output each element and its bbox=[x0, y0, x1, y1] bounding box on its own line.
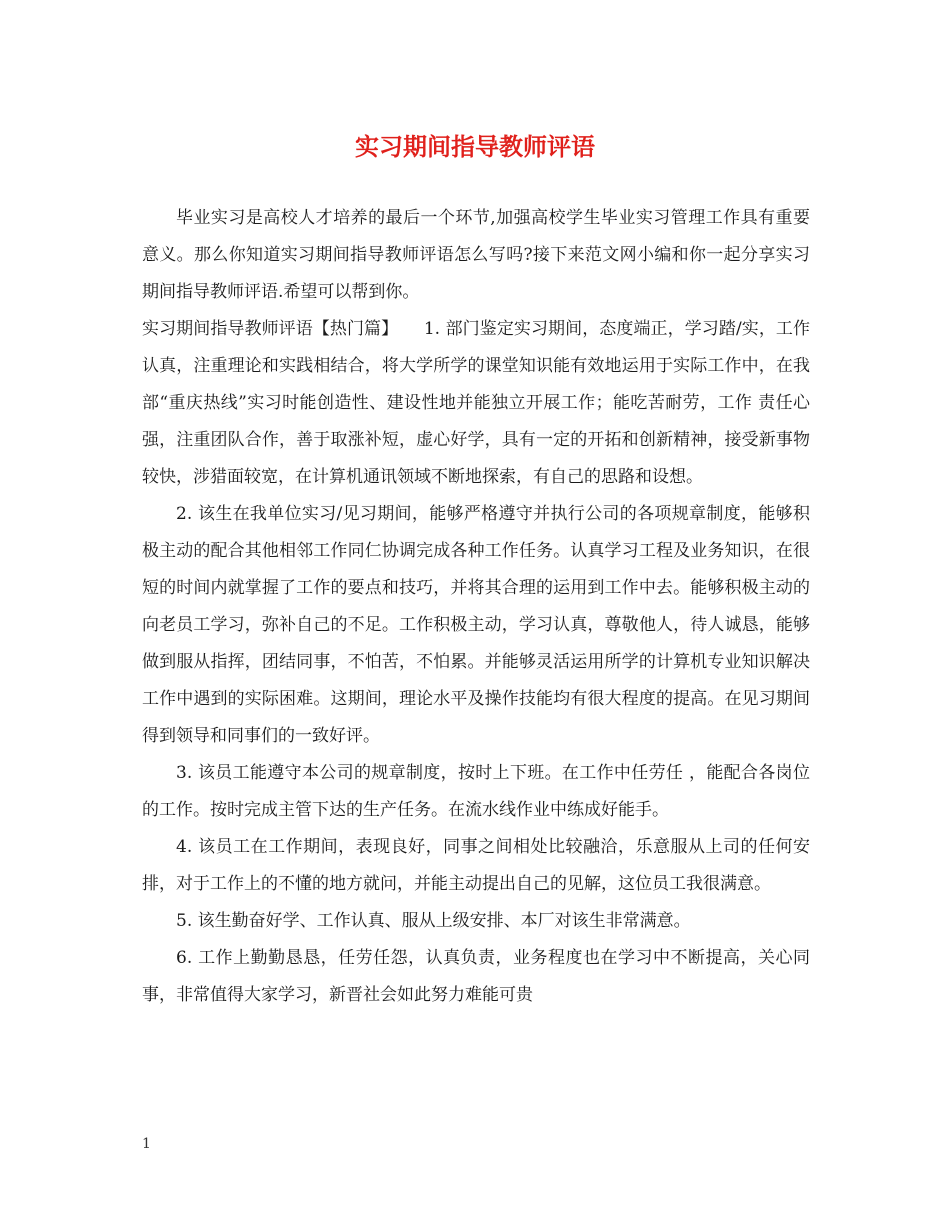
paragraph-intro: 毕业实习是高校人才培养的最后一个环节,加强高校学生毕业实习管理工作具有重要意义。那么你知道实习期间指导教师评语怎么写吗?接下来范文网小编和你一起分享实习期间指导教师评语.希望可以帮到你。 bbox=[142, 208, 810, 302]
paragraph-item-4: 4. 该员工在工作期间，表现良好，同事之间相处比较融洽，乐意服从上司的任何安排，对于工作上的不懂的地方就问，并能主动提出自己的见解，这位员工我很满意。 bbox=[142, 837, 810, 894]
paragraph-item-5: 5. 该生勤奋好学、工作认真、服从上级安排、本厂对该生非常满意。 bbox=[176, 911, 691, 931]
document-body bbox=[142, 200, 810, 1014]
paragraph-item-2: 2. 该生在我单位实习/见习期间，能够严格遵守并执行公司的各项规章制度，能够积极主动的配合其他相邻工作同仁协调完成各种工作任务。认真学习工程及业务知识，在很短的时间内就掌握了工作的要点和技巧，并将其合理的运用到工作中去。能够积极主动的向老员工学习，弥补自己的不足。工作积极主动，学习认真，尊敬他人，待人诚恳，能够做到服从指挥，团结同事，不怕苦，不怕累。并能够灵活运用所学的计算机专业知识解决工作中遇到的实际困难。这期间，理论水平及操作技能均有很大程度的提高。在见习期间得到领导和同事们的一致好评。 bbox=[142, 504, 810, 746]
page-number: 1 bbox=[142, 1136, 151, 1152]
paragraph-item-3: 3. 该员工能遵守本公司的规章制度，按时上下班。在工作中任劳任 ，能配合各岗位的工作。按时完成主管下达的生产任务。在流水线作业中练成好能手。 bbox=[142, 763, 810, 820]
paragraph-item-6: 6. 工作上勤勤恳恳，任劳任怨，认真负责，业务程度也在学习中不断提高，关心同事，非常值得大家学习，新晋社会如此努力难能可贵 bbox=[142, 948, 810, 1005]
document-title: 实习期间指导教师评语 bbox=[355, 132, 595, 161]
paragraph-item-1: 实习期间指导教师评语【热门篇】 1. 部门鉴定实习期间，态度端正，学习踏/实，工作认真，注重理论和实践相结合，将大学所学的课堂知识能有效地运用于实际工作中，在我部“重庆热线”实习时能创造性、建设性地并能独立开展工作；能吃苦耐劳，工作 责任心强，注重团队合作，善于取涨补短，虚心好学，具有一定的开拓和创新精神，接受新事物较快，涉猎面较宽，在计算机通讯领域不断地探索，有自己的思路和设想。 bbox=[142, 319, 810, 487]
